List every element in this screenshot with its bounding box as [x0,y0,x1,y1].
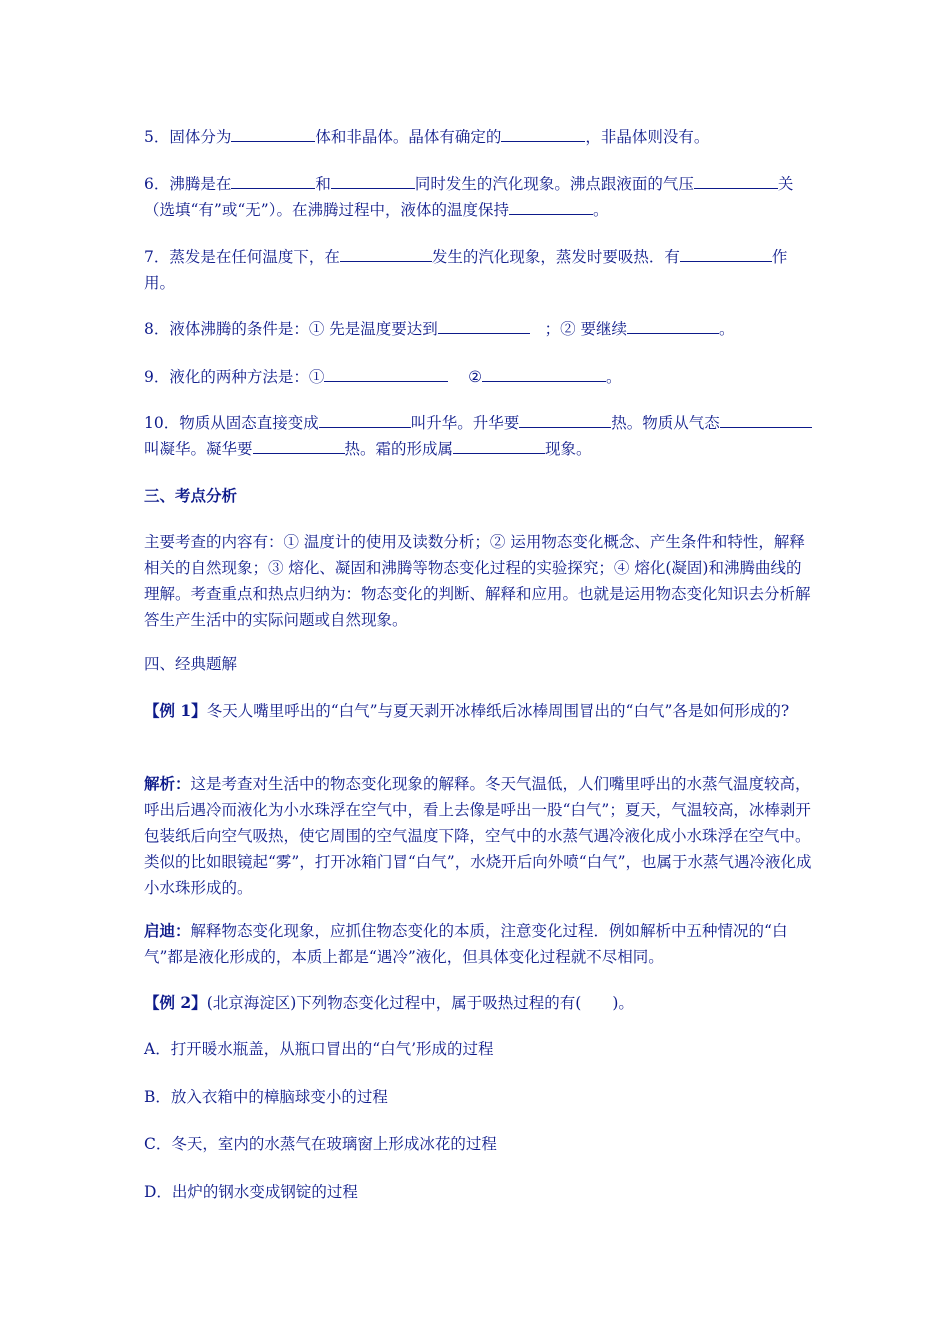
question-10 [144,410,812,462]
q10-text-d: 叫凝华。凝华要 [144,440,253,458]
q5-text-c: ，非晶体则没有。 [585,128,710,146]
example-1-analysis [144,771,812,901]
q6-text-d: 关（选填“有”或“无”）。在沸腾过程中，液体的温度保持 [144,175,794,219]
question-9 [144,364,812,390]
q5-text-a: 5．固体分为 [144,128,232,146]
q5-blank-1 [231,124,315,142]
example-2-text: (北京海淀区)下列物态变化过程中，属于吸热过程的有( )。 [206,994,634,1012]
question-5 [144,124,812,150]
q10-blank-4 [253,436,345,454]
q6-text-c: 同时发生的汽化现象。沸点跟液面的气压 [414,175,694,193]
example-2-question [144,990,812,1016]
q5-blank-2 [501,124,585,142]
q10-blank-5 [453,436,545,454]
example-1-label: 【例 1】 [144,701,207,720]
q7-text-a: 7．蒸发是在任何温度下，在 [144,248,340,266]
q8-text-c: 。 [719,320,735,338]
q8-blank-1 [438,316,530,334]
analysis-label: 解析： [144,774,191,793]
q6-text-a: 6．沸腾是在 [144,175,232,193]
example-2-label: 【例 2】 [144,993,207,1012]
q10-text-f: 现象。 [545,440,592,458]
option-c: C．冬天，室内的水蒸气在玻璃窗上形成冰花的过程 [144,1135,497,1153]
q10-blank-3 [720,410,812,428]
q10-text-c: 热。物质从气态 [611,414,720,432]
section-3-heading: 三、考点分析 [144,486,238,505]
q9-blank-2 [482,364,606,382]
analysis-text: 这是考查对生活中的物态变化现象的解释。冬天气温低，人们嘴里呼出的水蒸气温度较高，呼出后遇冷而液化为小水珠浮在空气中，看上去像是呼出一股“白气”；夏天，气温较高，冰棒剥开包装纸后向空气吸热，使它周围的空气温度下降，空气中的水蒸气遇冷液化成小水珠浮在空气中。类似的比如眼镜起“雾”，打开冰箱门冒“白气”，水烧开后向外喷“白气”，也属于水蒸气遇冷液化成小水珠形成的。 [144,775,812,897]
example-1-insight [144,918,812,970]
q6-text-e: 。 [592,201,609,219]
question-8 [144,316,812,342]
q8-blank-2 [627,316,719,334]
section-4-heading: 四、经典题解 [144,655,238,673]
q10-text-e: 热。霜的形成属 [344,440,454,458]
q10-blank-1 [319,410,411,428]
q10-blank-2 [519,410,611,428]
q7-blank-1 [340,244,432,262]
q9-blank-1 [324,364,448,382]
q10-text-b: 叫升华。升华要 [410,414,520,432]
section-3-body: 主要考查的内容有：① 温度计的使用及读数分析；② 运用物态变化概念、产生条件和特性，解释相关的自然现象；③ 熔化、凝固和沸腾等物态变化过程的实验探究；④ 熔化(凝固)和沸腾曲线的理解。考查重点和热点归纳为：物态变化的判断、解释和应用。也就是运用物态变化知识去分析解答生产生活中的实际问题或自然现象。 [144,533,811,629]
q9-text-a: 9．液化的两种方法是：① [144,368,325,386]
q6-blank-3 [694,171,778,189]
q9-text-b: ② [468,368,482,386]
q6-blank-1 [231,171,315,189]
q8-text-b: ；② 要继续 [544,320,628,338]
q5-text-b: 体和非晶体。晶体有确定的 [315,128,502,146]
insight-label: 启迪： [144,921,191,940]
q6-text-b: 和 [315,175,331,193]
option-b: B．放入衣箱中的樟脑球变小的过程 [144,1088,388,1106]
option-a: A．打开暖水瓶盖，从瓶口冒出的“白气’形成的过程 [144,1040,494,1058]
q8-text-a: 8．液体沸腾的条件是：① 先是温度要达到 [144,320,438,338]
q7-text-c: 作用。 [144,248,788,292]
question-6 [144,171,812,223]
q10-text-a: 10．物质从固态直接变成 [144,414,319,432]
q9-text-c: 。 [606,368,622,386]
example-1-text: 冬天人嘴里呼出的“白气”与夏天剥开冰棒纸后冰棒周围冒出的“白气”各是如何形成的? [206,702,790,720]
insight-text: 解释物态变化现象，应抓住物态变化的本质，注意变化过程．例如解析中五种情况的“白气”都是液化形成的，本质上都是“遇冷”液化，但具体变化过程就不尽相同。 [144,922,788,966]
option-d: D．出炉的钢水变成钢锭的过程 [144,1183,358,1201]
q7-text-b: 发生的汽化现象，蒸发时要吸热．有 [431,248,680,266]
q7-blank-2 [680,244,772,262]
q6-blank-2 [331,171,415,189]
example-1-question [144,698,812,724]
question-7 [144,244,812,296]
q6-blank-4 [509,197,593,215]
